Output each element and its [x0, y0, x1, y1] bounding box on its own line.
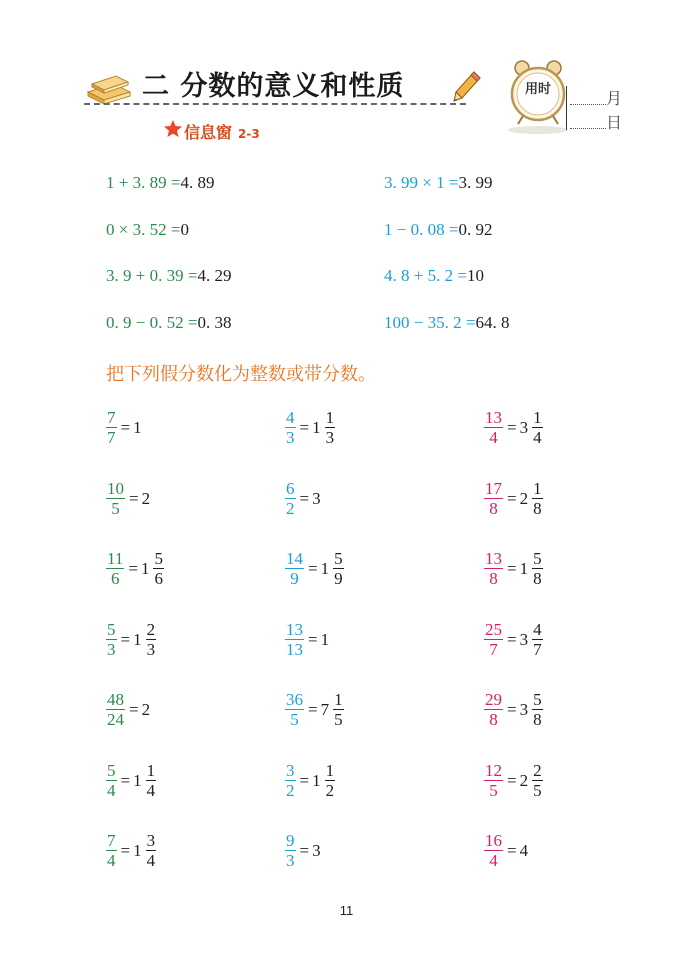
fraction	[106, 761, 117, 800]
equals-sign: =	[308, 558, 318, 578]
fraction-numerator: 2	[146, 620, 156, 639]
equation-expression: 1 + 3. 89 =	[106, 173, 181, 192]
fraction-denominator: 6	[154, 569, 163, 588]
equation	[384, 266, 484, 286]
equals-sign: =	[507, 488, 517, 508]
fraction-numerator: 5	[334, 549, 343, 568]
header-divider	[84, 103, 466, 105]
fraction-denominator: 3	[286, 851, 295, 870]
answer-whole: 1	[519, 558, 529, 578]
answer-whole: 2	[519, 770, 529, 790]
time-used-label: 用时	[524, 82, 551, 97]
fraction-exercise	[285, 408, 335, 447]
equation-expression: 3. 99 × 1 =	[384, 173, 459, 192]
answer-fraction	[146, 831, 157, 870]
fraction-numerator: 1	[533, 479, 542, 498]
fraction-exercise	[106, 549, 164, 588]
fraction-numerator: 9	[286, 831, 295, 850]
fraction-numerator: 2	[533, 761, 542, 780]
fraction-numerator: 1	[146, 761, 156, 780]
answer-fraction	[532, 761, 543, 800]
answer-whole: 1	[312, 770, 321, 790]
answer-fraction	[146, 620, 157, 659]
fraction-numerator: 14	[286, 549, 303, 568]
equation-expression: 0. 9 − 0. 52 =	[106, 313, 198, 332]
fraction-denominator: 5	[334, 710, 343, 729]
equation	[384, 173, 492, 193]
fraction-numerator: 10	[107, 479, 124, 498]
answer-fraction	[532, 479, 543, 518]
fraction	[106, 620, 117, 659]
equation-result: 4. 29	[197, 266, 232, 285]
equals-sign: =	[120, 629, 131, 649]
fraction-exercise	[285, 620, 333, 659]
fraction-numerator: 1	[533, 408, 542, 427]
fraction	[106, 831, 117, 870]
info-window-title: 信息窗	[184, 123, 233, 142]
equation-result: 0. 38	[197, 313, 232, 332]
equals-sign: =	[299, 488, 310, 508]
fraction	[484, 479, 503, 518]
fraction-numerator: 29	[485, 690, 502, 709]
fraction-numerator: 12	[485, 761, 502, 780]
fraction	[106, 690, 125, 729]
fraction-numerator: 1	[325, 408, 335, 427]
answer-whole: 1	[133, 417, 142, 437]
fraction-numerator: 25	[485, 620, 502, 639]
equation-result: 0. 92	[458, 220, 493, 239]
fraction-denominator: 6	[110, 569, 120, 588]
equation-result: 0	[180, 220, 189, 239]
fraction-exercise	[106, 620, 156, 659]
fraction-numerator: 5	[107, 761, 116, 780]
fraction-exercise	[106, 690, 154, 729]
day-label: 日	[606, 113, 623, 132]
fraction-denominator: 3	[107, 640, 116, 659]
answer-whole: 1	[133, 840, 142, 860]
fraction-numerator: 5	[533, 690, 542, 709]
answer-whole: 1	[140, 558, 150, 578]
fraction-denominator: 8	[489, 499, 498, 518]
fraction	[484, 408, 503, 447]
fraction-denominator: 8	[533, 569, 542, 588]
fraction-numerator: 5	[107, 620, 116, 639]
fraction-denominator: 5	[290, 710, 299, 729]
fraction-exercise	[484, 761, 543, 800]
answer-fraction	[153, 549, 164, 588]
equals-sign: =	[299, 840, 310, 860]
equals-sign: =	[299, 417, 310, 437]
fraction-numerator: 5	[533, 549, 542, 568]
answer-fraction	[325, 408, 336, 447]
answer-whole: 3	[312, 488, 321, 508]
answer-whole: 2	[141, 699, 151, 719]
answer-fraction	[325, 761, 336, 800]
fraction	[285, 479, 296, 518]
equals-sign: =	[507, 770, 517, 790]
equation	[106, 266, 231, 286]
answer-fraction	[333, 549, 344, 588]
fraction-denominator: 3	[286, 428, 295, 447]
fraction	[484, 620, 503, 659]
fraction-denominator: 3	[146, 640, 156, 659]
day-blank[interactable]	[570, 128, 606, 129]
page-title: 二 分数的意义和性质	[142, 71, 405, 102]
fraction-denominator: 4	[489, 428, 498, 447]
fraction-denominator: 9	[334, 569, 343, 588]
equals-sign: =	[308, 629, 318, 649]
fraction	[106, 479, 125, 518]
equation-result: 3. 99	[458, 173, 493, 192]
fraction-denominator: 8	[533, 499, 542, 518]
exercise-instruction: 把下列假分数化为整数或带分数。	[106, 364, 376, 385]
fraction	[106, 549, 124, 588]
equals-sign: =	[120, 770, 131, 790]
answer-fraction	[333, 690, 344, 729]
answer-fraction	[532, 690, 543, 729]
equals-sign: =	[507, 558, 517, 578]
equation	[106, 173, 214, 193]
fraction-denominator: 24	[107, 710, 124, 729]
fraction-exercise	[285, 549, 344, 588]
info-window-label	[184, 120, 260, 143]
equals-sign: =	[120, 417, 131, 437]
star-icon	[163, 119, 183, 139]
equation-expression: 4. 8 + 5. 2 =	[384, 266, 467, 285]
fraction-numerator: 13	[286, 620, 303, 639]
fraction	[285, 690, 304, 729]
fraction-numerator: 3	[286, 761, 295, 780]
fraction-exercise	[484, 408, 543, 447]
equation	[384, 220, 492, 240]
fraction-exercise	[106, 479, 154, 518]
fraction-denominator: 8	[533, 710, 542, 729]
equals-sign: =	[507, 629, 517, 649]
fraction	[285, 831, 296, 870]
answer-fraction	[532, 620, 543, 659]
fraction-numerator: 1	[325, 761, 335, 780]
fraction-exercise	[484, 690, 543, 729]
fraction-numerator: 7	[107, 831, 116, 850]
fraction-numerator: 7	[107, 408, 116, 427]
fraction-exercise	[484, 479, 543, 518]
fraction	[285, 761, 296, 800]
fraction-denominator: 5	[533, 781, 542, 800]
answer-whole: 7	[320, 699, 330, 719]
fraction	[285, 549, 304, 588]
fraction	[106, 408, 117, 447]
answer-whole: 2	[141, 488, 151, 508]
answer-fraction	[532, 549, 543, 588]
fraction-exercise	[285, 831, 325, 870]
fraction-denominator: 8	[489, 569, 498, 588]
page-number: 11	[339, 903, 354, 918]
fraction-denominator: 7	[107, 428, 116, 447]
fraction-exercise	[285, 690, 344, 729]
answer-whole: 1	[133, 770, 142, 790]
fraction-numerator: 1	[334, 690, 343, 709]
fraction-denominator: 4	[107, 781, 116, 800]
equals-sign: =	[129, 488, 139, 508]
fraction	[484, 690, 503, 729]
answer-fraction	[146, 761, 157, 800]
fraction-numerator: 16	[485, 831, 502, 850]
equation-result: 4. 89	[180, 173, 215, 192]
fraction-denominator: 4	[107, 851, 116, 870]
equals-sign: =	[507, 699, 517, 719]
fraction-denominator: 9	[290, 569, 299, 588]
fraction-denominator: 8	[489, 710, 498, 729]
fraction-denominator: 4	[489, 851, 498, 870]
fraction-exercise	[484, 620, 543, 659]
equals-sign: =	[308, 699, 318, 719]
fraction-denominator: 5	[111, 499, 120, 518]
equation	[384, 313, 509, 333]
pencil-icon	[452, 70, 482, 104]
equation-result: 10	[466, 266, 484, 285]
fraction-denominator: 13	[286, 640, 303, 659]
fraction-numerator: 13	[485, 549, 502, 568]
fraction-exercise	[484, 549, 543, 588]
fraction	[285, 408, 296, 447]
fraction-numerator: 4	[286, 408, 295, 427]
fraction	[484, 831, 503, 870]
info-window-code: 2-3	[238, 127, 260, 141]
equation-expression: 1 − 0. 08 =	[384, 220, 459, 239]
fraction-denominator: 7	[489, 640, 498, 659]
fraction	[285, 620, 304, 659]
fraction	[484, 549, 503, 588]
fraction-numerator: 4	[533, 620, 542, 639]
fraction-numerator: 13	[485, 408, 502, 427]
fraction-denominator: 4	[146, 781, 156, 800]
fraction-exercise	[285, 479, 325, 518]
fraction-exercise	[285, 761, 335, 800]
equals-sign: =	[120, 840, 131, 860]
answer-whole: 4	[519, 840, 529, 860]
answer-whole: 1	[312, 417, 321, 437]
fraction-denominator: 4	[146, 851, 156, 870]
fraction-exercise	[106, 408, 146, 447]
fraction-denominator: 2	[286, 781, 295, 800]
fraction-numerator: 11	[107, 549, 124, 568]
fraction-denominator: 2	[325, 781, 335, 800]
equals-sign: =	[128, 558, 138, 578]
month-blank[interactable]	[570, 104, 606, 105]
month-label: 月	[606, 89, 623, 108]
answer-whole: 1	[133, 629, 142, 649]
fraction-denominator: 7	[533, 640, 542, 659]
fraction-numerator: 3	[146, 831, 156, 850]
answer-whole: 3	[519, 629, 529, 649]
fraction-exercise	[484, 831, 532, 870]
fraction-numerator: 6	[286, 479, 295, 498]
equation	[106, 220, 189, 240]
equals-sign: =	[507, 840, 517, 860]
equals-sign: =	[129, 699, 139, 719]
fraction-exercise	[106, 831, 156, 870]
fraction-numerator: 5	[154, 549, 163, 568]
fraction-denominator: 4	[533, 428, 542, 447]
equation	[106, 313, 231, 333]
answer-whole: 3	[519, 699, 529, 719]
answer-whole: 3	[519, 417, 529, 437]
answer-whole: 1	[320, 629, 330, 649]
fraction-numerator: 36	[286, 690, 303, 709]
equals-sign: =	[507, 417, 517, 437]
date-divider	[566, 86, 567, 130]
fraction-denominator: 3	[325, 428, 335, 447]
equation-result: 64. 8	[475, 313, 510, 332]
fraction-exercise	[106, 761, 156, 800]
fraction-denominator: 5	[489, 781, 498, 800]
answer-whole: 2	[519, 488, 529, 508]
fraction-denominator: 2	[286, 499, 295, 518]
fraction-numerator: 48	[107, 690, 124, 709]
answer-fraction	[532, 408, 543, 447]
equation-expression: 3. 9 + 0. 39 =	[106, 266, 198, 285]
equals-sign: =	[299, 770, 310, 790]
equation-expression: 0 × 3. 52 =	[106, 220, 181, 239]
answer-whole: 3	[312, 840, 321, 860]
answer-whole: 1	[320, 558, 330, 578]
equation-expression: 100 − 35. 2 =	[384, 313, 476, 332]
fraction-numerator: 17	[485, 479, 502, 498]
fraction	[484, 761, 503, 800]
